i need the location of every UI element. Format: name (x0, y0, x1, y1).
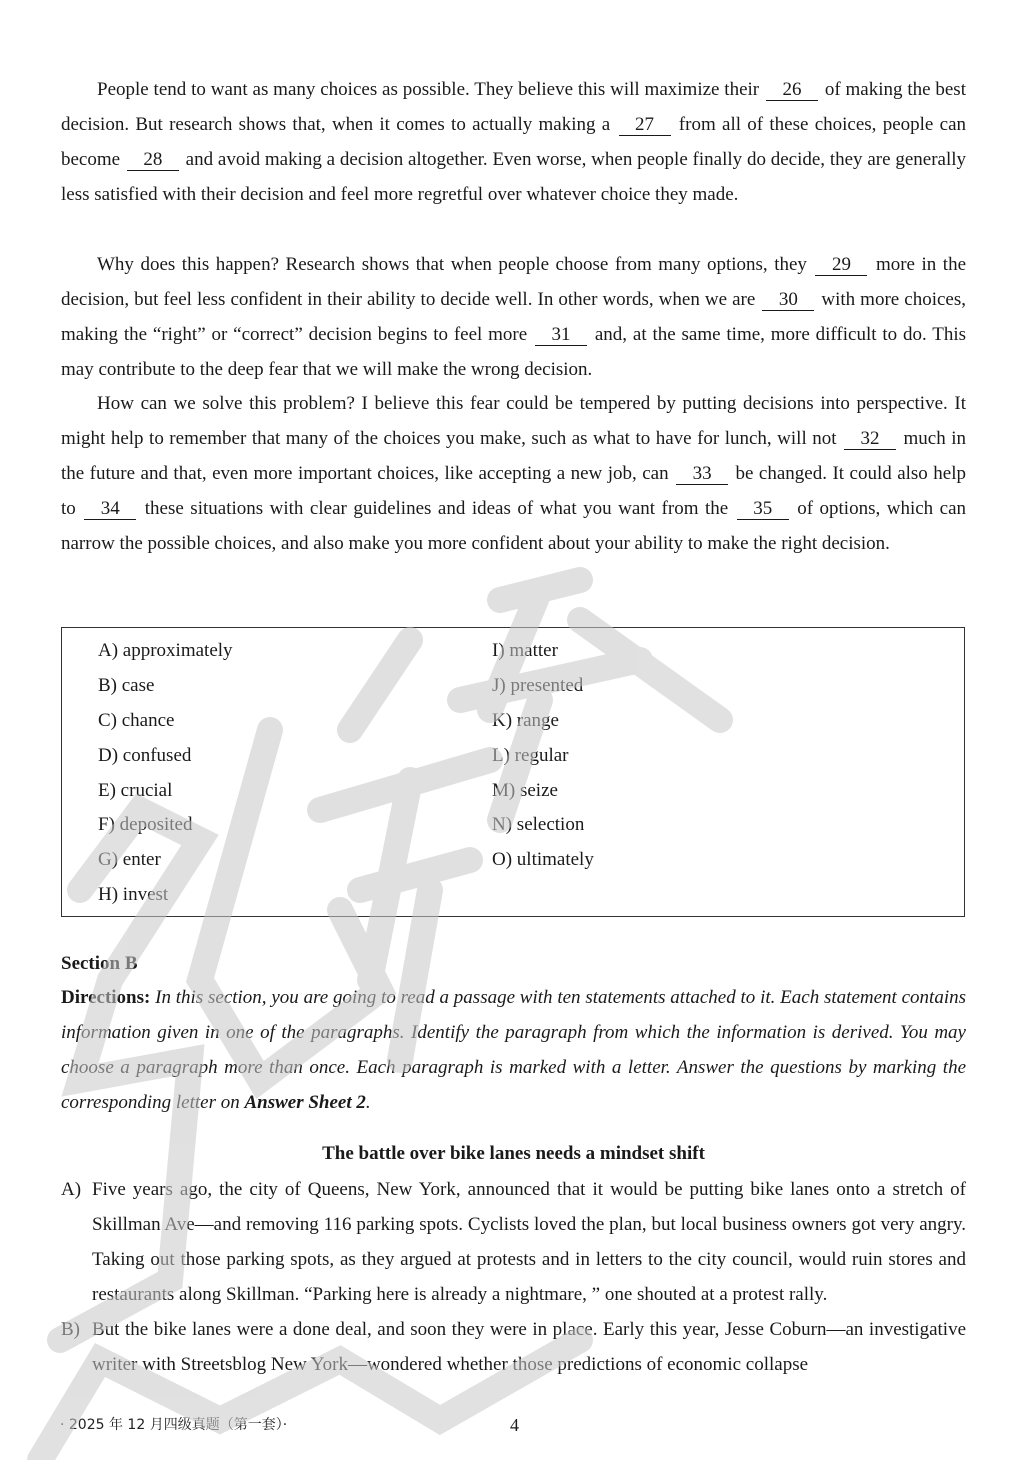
paragraph-text: these situations with clear guidelines and ideas of what you want from the (138, 497, 735, 519)
word-bank-option: J) presented (492, 674, 584, 696)
paragraph-text: with more choices, making the “right” or “correct” decision begins to feel more (61, 288, 966, 345)
paragraph-text: Why does this happen? Research shows that when people choose from many options, they (97, 254, 814, 275)
word-bank-option: K) range (492, 709, 559, 731)
page-number: 4 (510, 1415, 519, 1435)
paragraph-text: and avoid making a decision altogether. Even worse, when people finally do decide, they are generally less satisfied with their decision and feel more regretful over whatever choice they made. (61, 148, 967, 205)
passage-title: The battle over bike lanes needs a mindset shift (322, 1143, 705, 1164)
word-bank-option: H) invest (98, 884, 169, 906)
passage-paragraph-a (61, 1172, 966, 1312)
paragraph (61, 387, 966, 562)
paragraph-text: Five years ago, the city of Queens, New York, announced that it would be putting bike lanes onto a stretch of Skillman Ave—and removing 116 parking spots. Cyclists loved the plan, but local business owners got very angry. Taking out those parking spots, as they argued at protests and in letters to the city council, would ruin stores and restaurants along Skillman. “Parking here is already a nightmare, ” one shouted at a protest rally. (92, 1179, 966, 1305)
paragraph-text: of options, which can narrow the possible choices, and also make you more confident about your ability to make the right decision. (61, 497, 967, 554)
word-bank-column-left (98, 634, 233, 913)
answer-sheet-ref: Answer Sheet 2 (244, 1092, 366, 1113)
paragraph (61, 73, 966, 213)
word-bank-option: G) enter (98, 849, 161, 871)
footer-exam-label: · 2025 年 12 月四级真题（第一套）· (60, 1417, 288, 1433)
blank-30: 30 (762, 290, 814, 311)
word-bank-option: L) regular (492, 744, 569, 766)
paragraph-text: more in the decision, but feel less confident in their ability to decide well. In other words, when we are (61, 254, 967, 310)
blank-34: 34 (84, 499, 136, 520)
paragraph-text: How can we solve this problem? I believe this fear could be tempered by putting decisions into perspective. It might help to remember that many of the choices you make, such as what to have for lunch, will not (61, 393, 966, 449)
directions-text: In this section, you are going to read a passage with ten statements attached to it. Each statement contains information given in one of the paragraphs. Identify the paragraph from which the information is derived. You may choose a paragraph more than once. Each paragraph is marked with a letter. Answer the questions by marking the corresponding letter on (61, 987, 966, 1113)
word-bank-option: D) confused (98, 744, 192, 766)
paragraph-text: of making the best decision. But research shows that, when it comes to actually making a (61, 79, 966, 135)
blank-33: 33 (676, 464, 728, 485)
blank-35: 35 (737, 499, 789, 520)
paragraph-text: and, at the same time, more difficult to do. This may contribute to the deep fear that we will make the wrong decision. (61, 323, 966, 380)
paragraph-letter: A) (61, 1179, 82, 1200)
word-bank-option: O) ultimately (492, 849, 594, 871)
word-bank-option: N) selection (492, 814, 585, 836)
paragraph-text: be changed. It could also help to (61, 462, 966, 519)
paragraph-text: from all of these choices, people can become (61, 113, 967, 170)
blank-26: 26 (766, 80, 818, 101)
paragraph-text: But the bike lanes were a done deal, and soon they were in place. Early this year, Jesse Coburn—an investigative writer with Streetsblog New York—wondered whether those predictions of economic collapse (92, 1319, 966, 1375)
word-bank-option: A) approximately (98, 640, 233, 661)
passage-paragraph-b (61, 1312, 966, 1382)
word-bank-column-right (492, 634, 594, 878)
word-bank (61, 627, 965, 917)
word-bank-option: F) deposited (98, 814, 193, 836)
paragraph-text: People tend to want as many choices as possible. They believe this will maximize their (97, 79, 764, 100)
word-bank-option: M) seize (492, 779, 558, 801)
blank-27: 27 (619, 115, 671, 136)
paragraph-letter: B) (61, 1319, 80, 1340)
blank-28: 28 (127, 150, 179, 171)
paragraph (61, 248, 966, 388)
section-heading: Section B (61, 953, 138, 974)
blank-29: 29 (815, 255, 867, 276)
word-bank-option: C) chance (98, 709, 175, 731)
word-bank-option: E) crucial (98, 779, 173, 801)
directions-end: . (365, 1092, 371, 1113)
paragraph-text: much in the future and that, even more important choices, like accepting a new job, can (61, 427, 966, 484)
word-bank-option: I) matter (492, 640, 558, 661)
blank-32: 32 (844, 429, 896, 450)
directions-label: Directions: (61, 987, 151, 1008)
blank-31: 31 (535, 325, 587, 346)
word-bank-option: B) case (98, 674, 155, 696)
directions (61, 980, 966, 1120)
